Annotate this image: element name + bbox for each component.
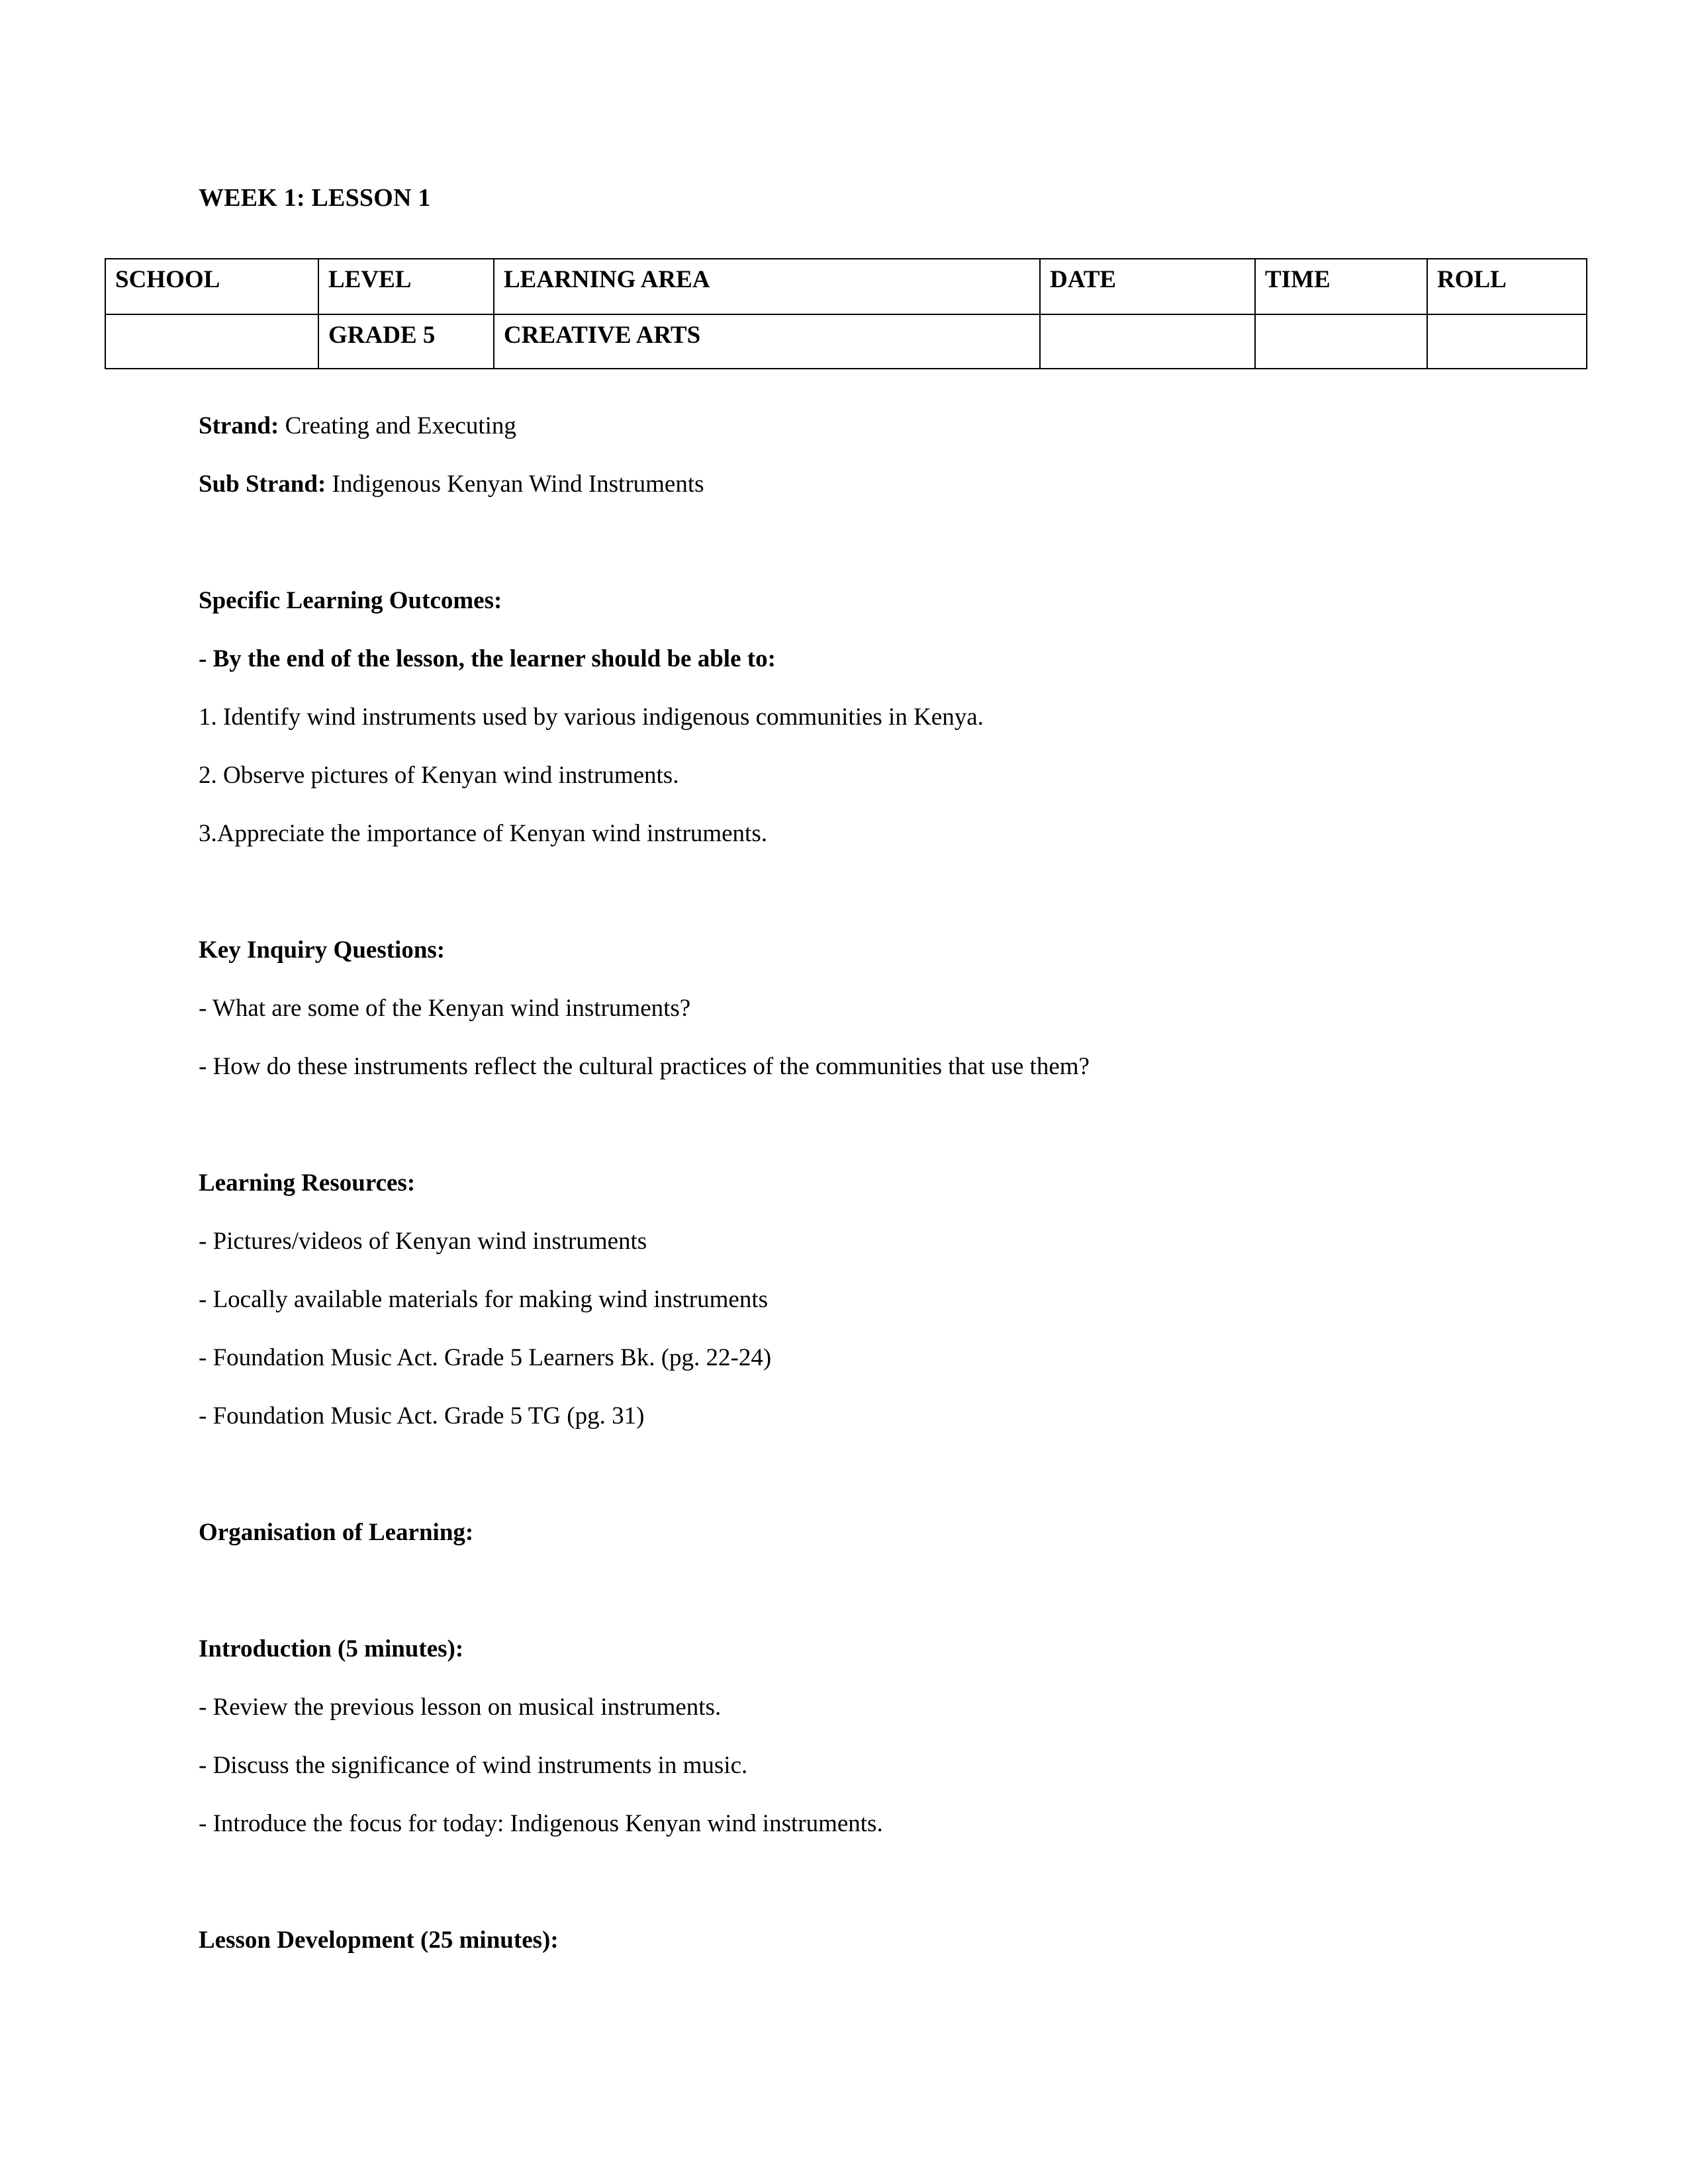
strand-label: Strand: [199,412,279,439]
introduction-item: - Review the previous lesson on musical instruments. [199,1694,722,1721]
sub-strand-line [199,455,1417,514]
learning-outcome-item: 3.Appreciate the importance of Kenyan wind instruments. [199,820,767,847]
table-cell-time[interactable] [1255,314,1427,369]
introduction-item: - Introduce the focus for today: Indigenous Kenyan wind instruments. [199,1810,883,1837]
page-title: WEEK 1: LESSON 1 [199,184,431,212]
learning-outcome-item: 1. Identify wind instruments used by various indigenous communities in Kenya. [199,704,984,731]
learning-resource-item: - Pictures/videos of Kenyan wind instruments [199,1228,647,1255]
spacer [199,1562,1417,1620]
spacer [199,1445,1417,1504]
spacer [199,863,1417,921]
spacer [199,514,1417,572]
learning-outcomes-lead: - By the end of the lesson, the learner should be able to: [199,645,776,672]
learning-resource-item: - Locally available materials for making wind instruments [199,1286,768,1313]
lesson-info-table-wrapper [105,258,1586,369]
lesson-body [199,397,1417,1970]
table-cell-date[interactable] [1040,314,1255,369]
organisation-of-learning-heading: Organisation of Learning: [199,1519,474,1546]
spacer [199,1096,1417,1154]
strand-line [199,397,1417,455]
table-row [105,314,1587,369]
table-header-learning-area: LEARNING AREA [494,259,1040,314]
table-header-school: SCHOOL [105,259,318,314]
lesson-development-heading: Lesson Development (25 minutes): [199,1927,559,1954]
key-inquiry-item: - How do these instruments reflect the cultural practices of the communities that use them? [199,1053,1090,1080]
learning-resource-item: - Foundation Music Act. Grade 5 Learners Bk. (pg. 22-24) [199,1344,772,1371]
table-cell-roll[interactable] [1427,314,1587,369]
table-header-row [105,259,1587,314]
lesson-info-table [105,258,1587,369]
sub-strand-value: Indigenous Kenyan Wind Instruments [332,471,704,498]
table-cell-school[interactable] [105,314,318,369]
learning-resources-heading: Learning Resources: [199,1169,416,1197]
learning-resource-item: - Foundation Music Act. Grade 5 TG (pg. 31) [199,1402,645,1430]
table-cell-level[interactable]: GRADE 5 [318,314,494,369]
table-cell-learning-area[interactable]: CREATIVE ARTS [494,314,1040,369]
table-header-level: LEVEL [318,259,494,314]
key-inquiry-heading: Key Inquiry Questions: [199,936,445,964]
table-header-date: DATE [1040,259,1255,314]
introduction-item: - Discuss the significance of wind instruments in music. [199,1752,748,1779]
spacer [199,1853,1417,1911]
table-header-roll: ROLL [1427,259,1587,314]
strand-value: Creating and Executing [285,412,516,439]
learning-outcome-item: 2. Observe pictures of Kenyan wind instruments. [199,762,679,789]
table-header-time: TIME [1255,259,1427,314]
learning-outcomes-heading: Specific Learning Outcomes: [199,587,502,614]
introduction-heading: Introduction (5 minutes): [199,1635,464,1662]
document-content [115,184,1507,1954]
sub-strand-label: Sub Strand: [199,471,326,498]
key-inquiry-item: - What are some of the Kenyan wind instruments? [199,995,691,1022]
